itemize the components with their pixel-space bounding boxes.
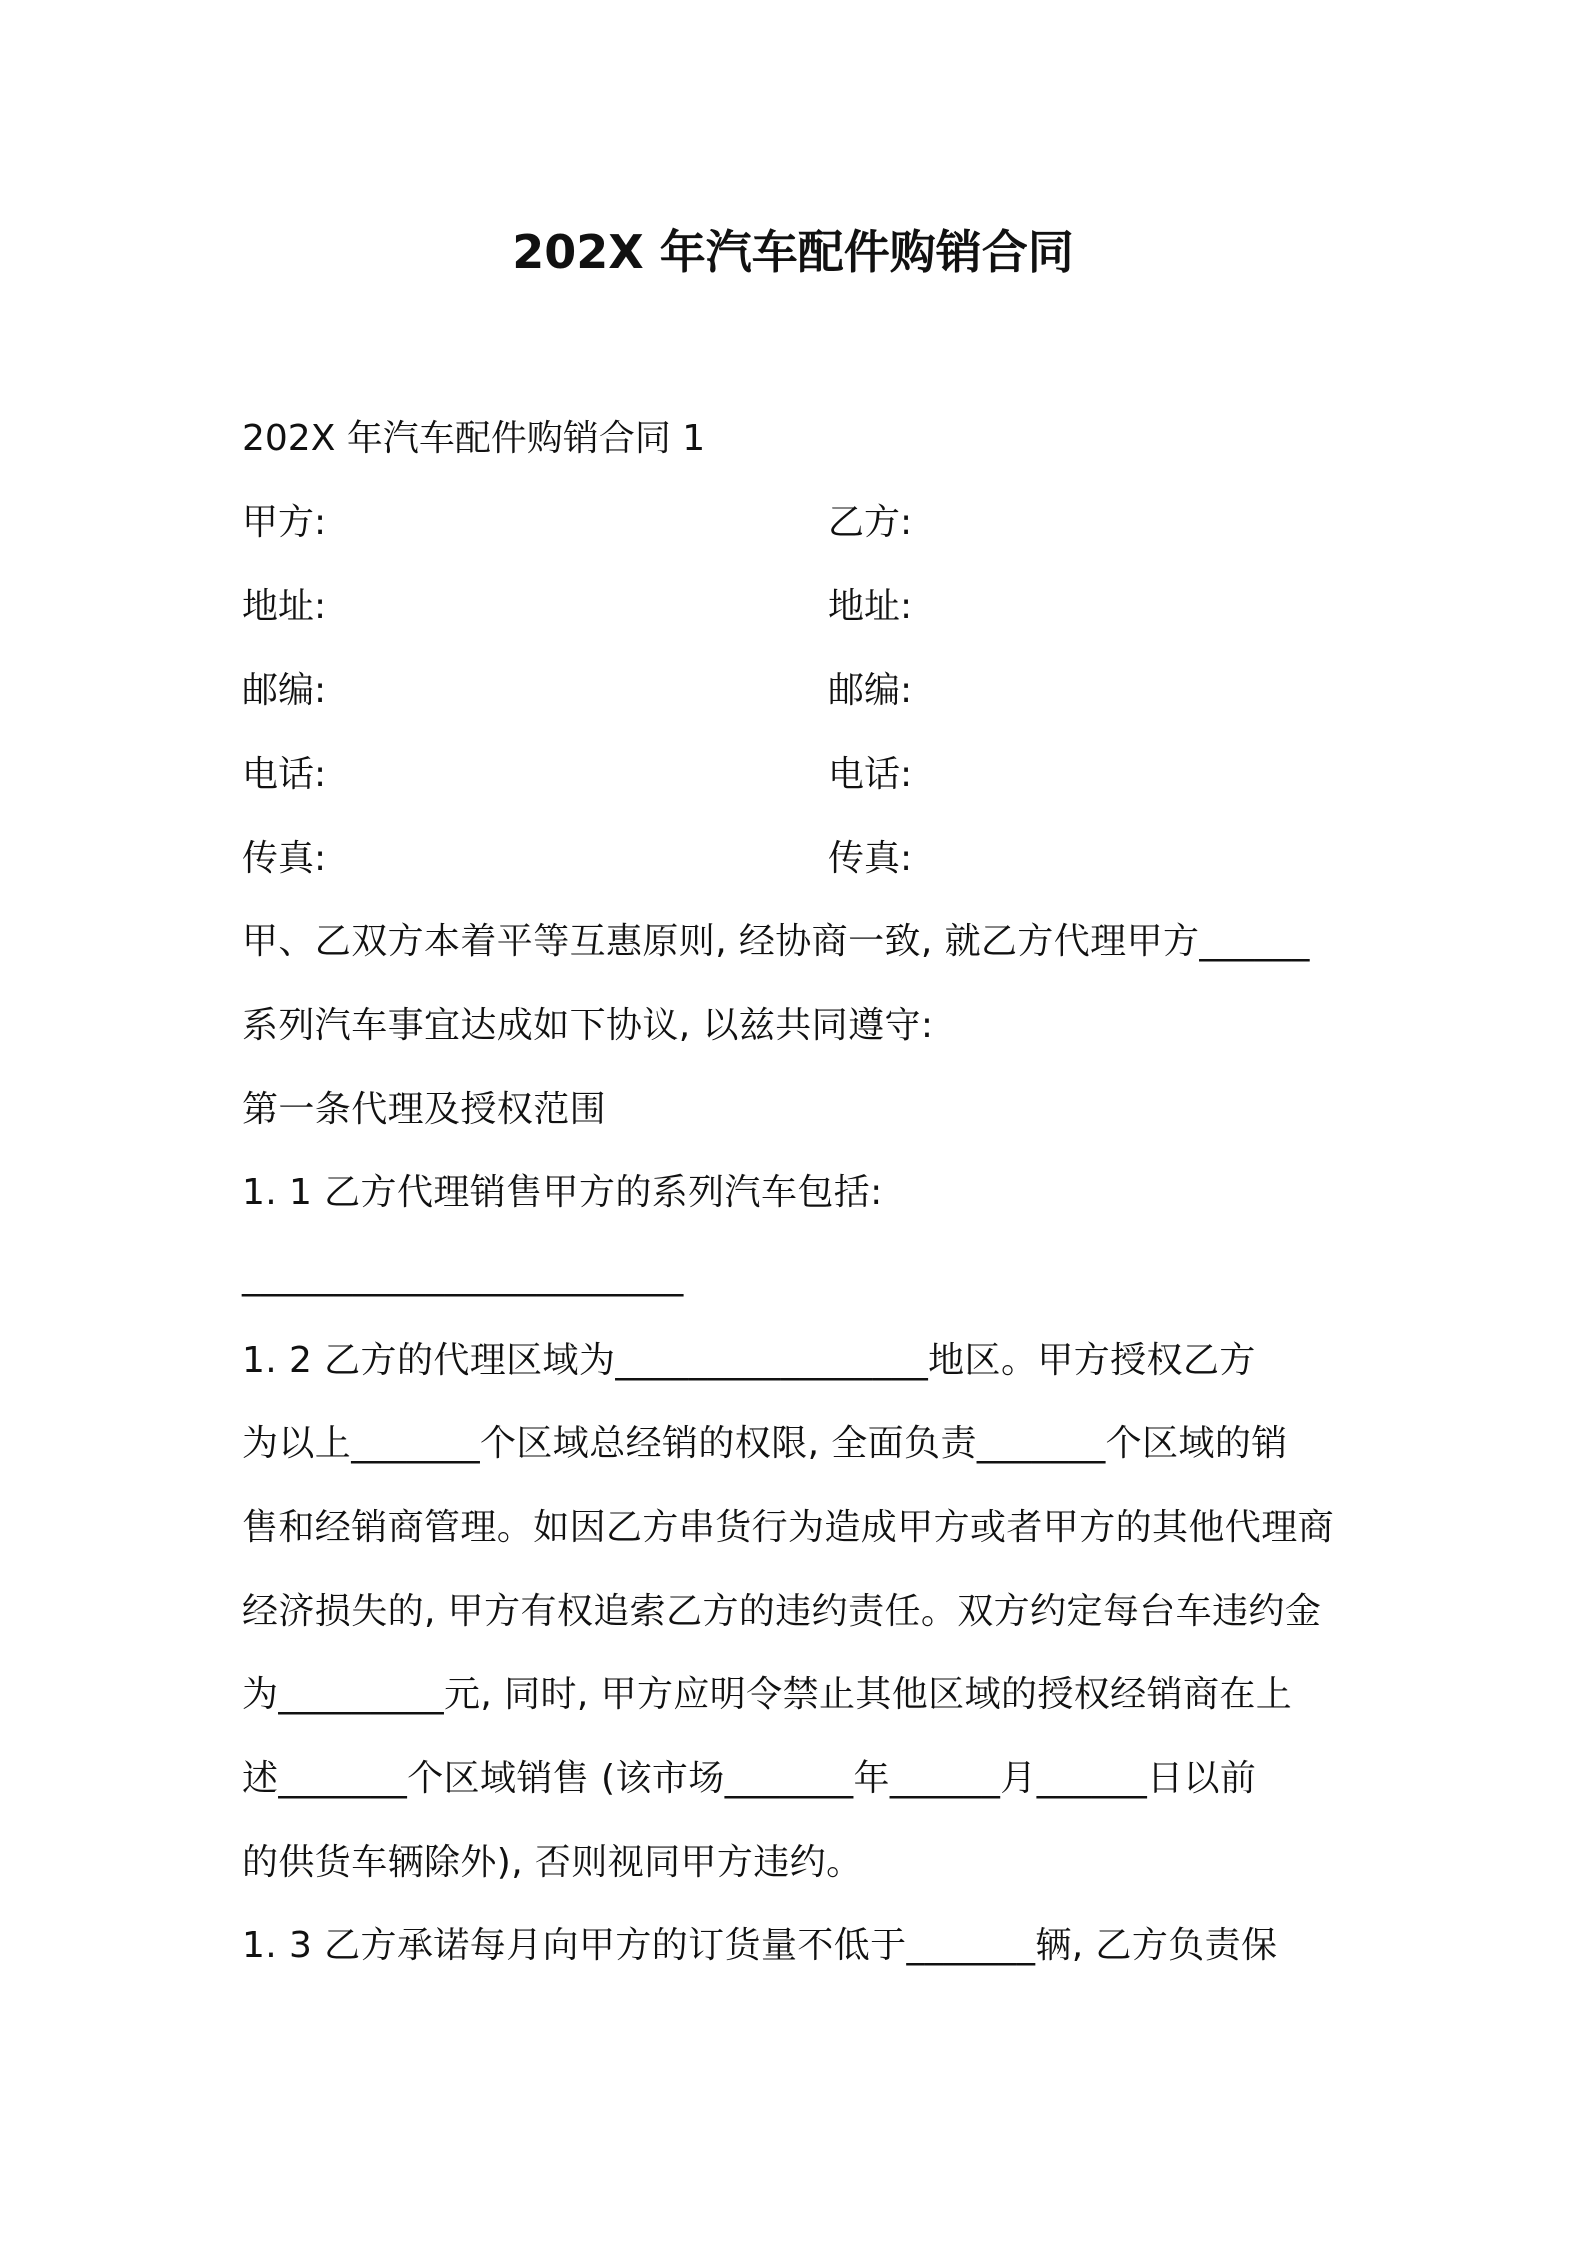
blank-fill-line: ________________________	[242, 1256, 684, 1297]
party-b-address-label: 地址:	[828, 586, 913, 627]
party-row-name	[242, 498, 1352, 548]
party-row-address	[242, 582, 1352, 632]
party-a-postcode-label: 邮编:	[242, 670, 327, 711]
contract-subtitle: 202X 年汽车配件购销合同 1	[242, 418, 706, 459]
body-line: 为以上_______个区域总经销的权限, 全面负责_______个区域的销	[242, 1423, 1288, 1464]
party-b-postcode-label: 邮编:	[828, 670, 913, 711]
body-line: 甲、乙双方本着平等互惠原则, 经协商一致, 就乙方代理甲方______	[242, 921, 1310, 962]
party-row-fax	[242, 834, 1352, 884]
clause-line: 1. 3 乙方承诺每月向甲方的订货量不低于_______辆, 乙方负责保	[242, 1925, 1278, 1966]
party-a-fax-label: 传真:	[242, 838, 327, 879]
body-line: 经济损失的, 甲方有权追索乙方的违约责任。双方约定每台车违约金	[242, 1591, 1322, 1632]
body-line: 述_______个区域销售 (该市场_______年______月______日以前	[242, 1758, 1257, 1799]
body-line: 系列汽车事宜达成如下协议, 以兹共同遵守:	[242, 1005, 934, 1046]
body-line: 为_________元, 同时, 甲方应明令禁止其他区域的授权经销商在上	[242, 1674, 1293, 1715]
party-a-name-label: 甲方:	[242, 502, 327, 543]
document-title: 202X 年汽车配件购销合同	[512, 225, 1074, 279]
party-a-phone-label: 电话:	[242, 754, 327, 795]
party-b-fax-label: 传真:	[828, 838, 913, 879]
body-line: 的供货车辆除外), 否则视同甲方违约。	[242, 1842, 863, 1883]
clause-line: 1. 1 乙方代理销售甲方的系列汽车包括:	[242, 1172, 883, 1213]
party-a-address-label: 地址:	[242, 586, 327, 627]
party-b-phone-label: 电话:	[828, 754, 913, 795]
section-heading: 第一条代理及授权范围	[242, 1089, 607, 1130]
party-row-postcode	[242, 666, 1352, 716]
party-row-phone	[242, 750, 1352, 800]
body-line: 售和经销商管理。如因乙方串货行为造成甲方或者甲方的其他代理商	[242, 1507, 1335, 1548]
party-b-name-label: 乙方:	[828, 502, 913, 543]
clause-line: 1. 2 乙方的代理区域为_________________地区。甲方授权乙方	[242, 1340, 1256, 1381]
